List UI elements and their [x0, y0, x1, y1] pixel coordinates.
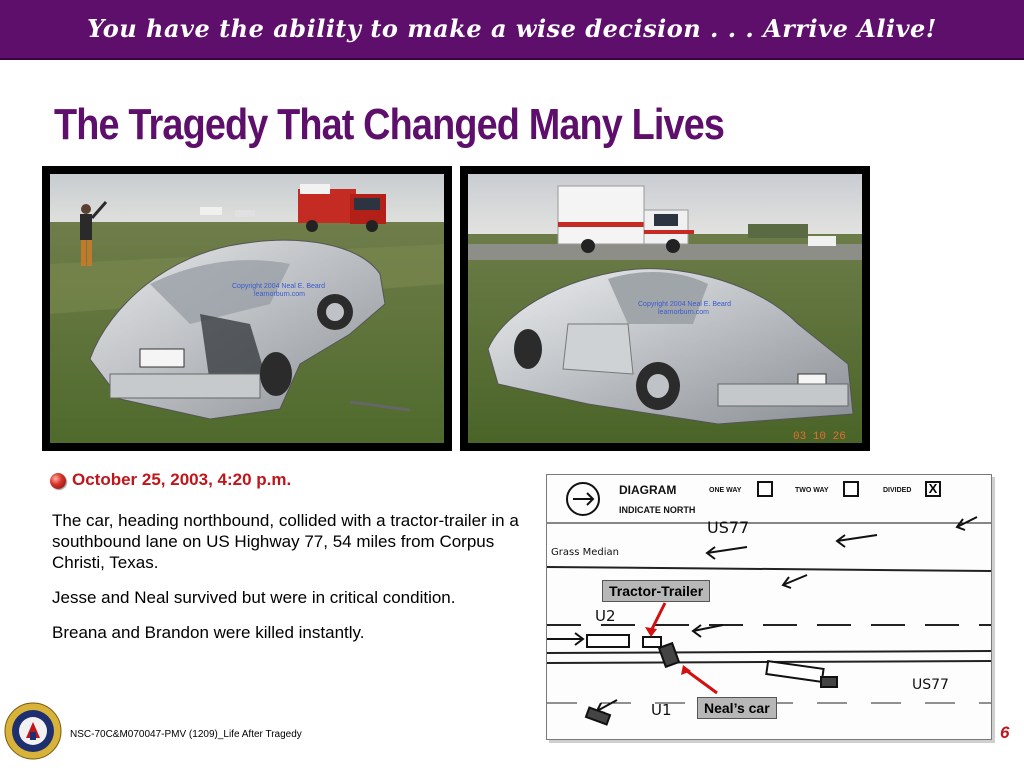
- naval-safety-center-logo: [4, 702, 62, 760]
- event-description: [52, 510, 522, 657]
- crash-photo-front: [42, 166, 452, 451]
- crash-photo-front-image: [50, 174, 444, 443]
- crash-photo-side-image: [468, 174, 862, 443]
- diagram-unit-2: U2: [595, 607, 616, 625]
- diagram-one-way-label: ONE WAY: [709, 487, 742, 494]
- page-number: 6: [1000, 723, 1010, 742]
- photo-2-watermark-line1: Copyright 2004 Neal E. Beard: [638, 301, 731, 308]
- diagram-two-way-box: [843, 481, 859, 497]
- diagram-divided-label: DIVIDED: [883, 487, 912, 494]
- diagram-heading: DIAGRAM: [619, 483, 677, 497]
- description-paragraph: Breana and Brandon were killed instantly.: [52, 623, 365, 642]
- diagram-road-label-top: US77: [707, 518, 750, 537]
- diagram-unit-1: U1: [651, 701, 672, 719]
- photo-date-stamp: 03 10 26: [793, 431, 846, 443]
- description-paragraph: The car, heading northbound, collided with a tractor-trailer in a southbound lane on US Highway 77, 54 miles from Corpus Christi, Texas.: [52, 511, 519, 572]
- diagram-subheading: INDICATE NORTH: [619, 505, 696, 515]
- seal-icon: [4, 702, 62, 760]
- tractor-trailer-callout: Tractor-Trailer: [602, 580, 710, 602]
- bullet-icon: [50, 473, 66, 489]
- event-date: October 25, 2003, 4:20 p.m.: [72, 470, 292, 489]
- photo-2-watermark-line2: learnorburn.com: [658, 309, 709, 316]
- photo-1-watermark-line2: learnorburn.com: [254, 291, 305, 298]
- diagram-road-label-bottom: US77: [912, 677, 949, 693]
- diagram-one-way-box: [757, 481, 773, 497]
- diagram-divided-box: X: [925, 481, 941, 497]
- slide-title: The Tragedy That Changed Many Lives: [54, 100, 725, 149]
- header-banner: [0, 0, 1024, 60]
- description-paragraph: Jesse and Neal survived but were in critical condition.: [52, 588, 456, 607]
- diagram-two-way-label: TWO WAY: [795, 487, 829, 494]
- crash-photo-side: [460, 166, 870, 451]
- photo-1-watermark-line1: Copyright 2004 Neal E. Beard: [232, 283, 325, 290]
- accident-diagram: [546, 474, 992, 740]
- banner-slogan: You have the ability to make a wise decision . . . Arrive Alive!: [87, 14, 937, 43]
- footer-document-id: NSC-70C&M070047-PMV (1209)_Life After Tragedy: [70, 729, 302, 740]
- neals-car-callout: Neal’s car: [697, 697, 777, 719]
- diagram-median-label: Grass Median: [551, 547, 619, 558]
